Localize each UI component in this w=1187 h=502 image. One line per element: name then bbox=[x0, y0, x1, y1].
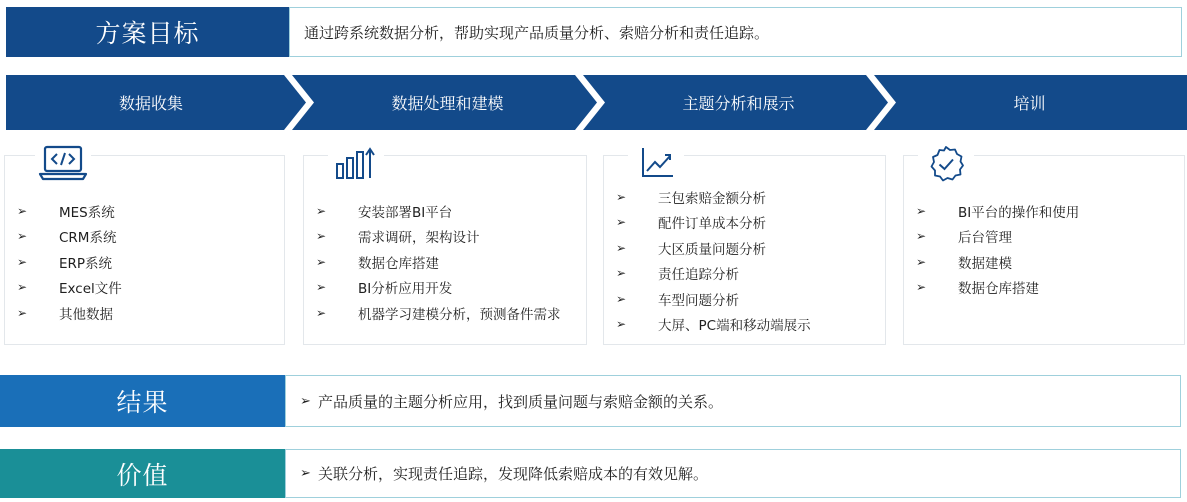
bullet-arrow-icon: ➢ bbox=[616, 215, 627, 230]
goal-label bbox=[6, 7, 289, 57]
bullet-arrow-icon: ➢ bbox=[916, 203, 927, 218]
list-item: ➢ 后台管理 bbox=[916, 229, 1012, 247]
goal-description bbox=[289, 7, 1182, 57]
bullet-arrow-icon: ➢ bbox=[916, 229, 927, 244]
list-item: ➢ 安装部署BI平台 bbox=[316, 203, 453, 221]
code-laptop-icon bbox=[35, 144, 91, 184]
result-label bbox=[0, 375, 285, 427]
bullet-arrow-icon: ➢ bbox=[300, 466, 311, 481]
goal-text: 通过跨系统数据分析，帮助实现产品质量分析、索赔分析和责任追踪。 bbox=[304, 23, 770, 42]
list-item: ➢ ERP系统 bbox=[17, 254, 113, 272]
list-item: ➢ 责任追踪分析 bbox=[616, 266, 739, 284]
list-item: ➢ 三包索赔金额分析 bbox=[616, 189, 766, 207]
list-item: ➢ 大区质量问题分析 bbox=[616, 240, 766, 258]
value-description bbox=[285, 449, 1181, 498]
process-step-1-label: 数据收集 bbox=[118, 94, 183, 113]
bullet-arrow-icon: ➢ bbox=[17, 254, 28, 269]
bullet-arrow-icon: ➢ bbox=[17, 305, 28, 320]
list-item: ➢ 数据仓库搭建 bbox=[916, 280, 1039, 298]
bullet-arrow-icon: ➢ bbox=[300, 393, 311, 409]
bullet-arrow-icon: ➢ bbox=[316, 203, 327, 218]
card-training-list bbox=[916, 198, 1079, 300]
result-label-text: 结果 bbox=[116, 388, 169, 417]
process-step-4 bbox=[887, 75, 1172, 130]
bullet-arrow-icon: ➢ bbox=[316, 254, 327, 269]
process-step-3 bbox=[596, 75, 881, 130]
check-badge-icon bbox=[918, 144, 974, 184]
bullet-arrow-icon: ➢ bbox=[17, 203, 28, 218]
list-item: ➢ 大屏、PC端和移动端展示 bbox=[616, 317, 811, 335]
list-item: ➢ BI平台的操作和使用 bbox=[916, 203, 1080, 221]
value-label-text: 价值 bbox=[116, 460, 169, 490]
list-item: ➢ 需求调研，架构设计 bbox=[316, 229, 480, 247]
bar-chart-up-icon bbox=[328, 144, 384, 184]
process-step-3-label: 主题分析和展示 bbox=[682, 94, 795, 113]
list-item: ➢ 数据建模 bbox=[916, 254, 1012, 272]
card-thematic-analysis-list bbox=[616, 184, 811, 337]
card-thematic-analysis bbox=[603, 155, 886, 345]
list-item: ➢ 车型问题分析 bbox=[616, 291, 739, 309]
list-item: ➢ 配件订单成本分析 bbox=[616, 215, 766, 233]
value-text: 关联分析，实现责任追踪，发现降低索赔成本的有效见解。 bbox=[318, 465, 709, 483]
bullet-arrow-icon: ➢ bbox=[316, 305, 327, 320]
bullet-arrow-icon: ➢ bbox=[616, 266, 627, 281]
value-label bbox=[0, 449, 285, 498]
list-item: ➢ Excel文件 bbox=[17, 280, 122, 298]
goal-label-text: 方案目标 bbox=[95, 19, 200, 48]
list-item: ➢ MES系统 bbox=[17, 203, 115, 221]
card-training bbox=[903, 155, 1185, 345]
process-step-1 bbox=[6, 75, 296, 130]
card-data-processing bbox=[303, 155, 587, 345]
list-item: ➢ BI分析应用开发 bbox=[316, 280, 453, 298]
list-item: ➢ CRM系统 bbox=[17, 229, 117, 247]
card-data-processing-list bbox=[316, 198, 561, 326]
list-item: ➢ 机器学习建模分析，预测备件需求 bbox=[316, 305, 561, 323]
bullet-arrow-icon: ➢ bbox=[17, 280, 28, 295]
bullet-arrow-icon: ➢ bbox=[916, 254, 927, 269]
list-item: ➢ 数据仓库搭建 bbox=[316, 254, 439, 272]
bullet-arrow-icon: ➢ bbox=[616, 317, 627, 332]
bullet-arrow-icon: ➢ bbox=[616, 189, 627, 204]
process-step-2 bbox=[305, 75, 590, 130]
result-description bbox=[285, 375, 1181, 427]
bullet-arrow-icon: ➢ bbox=[316, 280, 327, 295]
bullet-arrow-icon: ➢ bbox=[916, 280, 927, 295]
bullet-arrow-icon: ➢ bbox=[616, 291, 627, 306]
bullet-arrow-icon: ➢ bbox=[616, 240, 627, 255]
process-step-2-label: 数据处理和建模 bbox=[391, 94, 504, 113]
result-text: 产品质量的主题分析应用，找到质量问题与索赔金额的关系。 bbox=[318, 392, 724, 411]
card-data-collection bbox=[4, 155, 285, 345]
list-item: ➢ 其他数据 bbox=[17, 305, 113, 323]
line-chart-icon bbox=[628, 144, 684, 184]
card-data-collection-list bbox=[17, 198, 122, 326]
process-step-4-label: 培训 bbox=[1013, 94, 1046, 113]
bullet-arrow-icon: ➢ bbox=[17, 229, 28, 244]
bullet-arrow-icon: ➢ bbox=[316, 229, 327, 244]
